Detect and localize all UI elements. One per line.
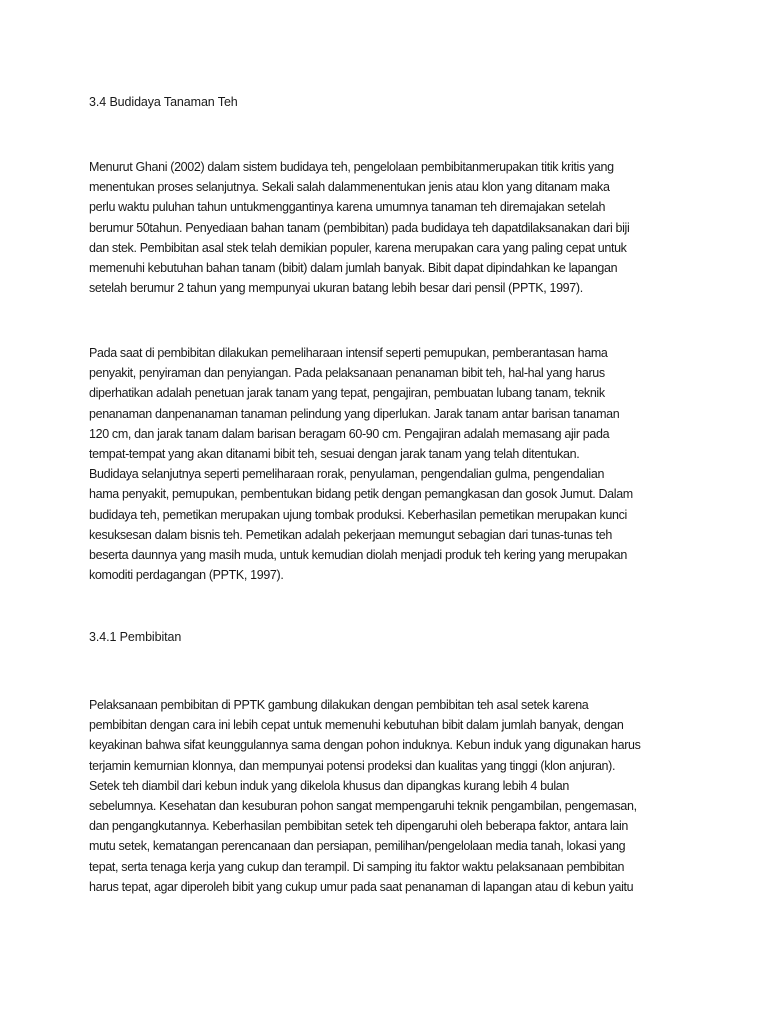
text-line: mutu setek, kematangan perencanaan dan persiapan, pemilihan/pengelolaan media tanah, lokasi yang — [89, 839, 626, 854]
text-line: penanaman danpenanaman tanaman pelindung yang diperlukan. Jarak tanam antar barisan tanaman — [89, 406, 620, 421]
text-line: komoditi perdagangan (PPTK, 1997). — [89, 568, 284, 583]
text-line: sebelumnya. Kesehatan dan kesuburan pohon sangat mempengaruhi teknik pengambilan, pengemasan, — [89, 799, 637, 814]
text-line: hama penyakit, pemupukan, pembentukan bidang petik dengan pemangkasan dan gosok Jumut. Dalam — [89, 487, 633, 502]
text-line: Menurut Ghani (2002) dalam sistem budidaya teh, pengelolaan pembibitanmerupakan titik kritis yang — [89, 160, 614, 174]
text-line: beserta daunnya yang masih muda, untuk kemudian diolah menjadi produk teh kering yang merupakan — [89, 548, 627, 563]
text-line: harus tepat, agar diperoleh bibit yang cukup umur pada saat penanaman di lapangan atau di kebun yaitu — [89, 879, 634, 894]
text-line: berumur 50tahun. Penyediaan bahan tanam (pembibitan) pada budidaya teh dapatdilaksanakan dari biji — [89, 220, 630, 235]
text-line: Pada saat di pembibitan dilakukan pemeliharaan intensif seperti pemupukan, pemberantasan hama — [89, 346, 608, 360]
text-line: perlu waktu puluhan tahun untukmenggantinya karena umumnya tanaman teh diremajakan setelah — [89, 200, 606, 215]
text-line: memenuhi kebutuhan bahan tanam (bibit) dalam jumlah banyak. Bibit dapat dipindahkan ke lapangan — [89, 261, 618, 276]
text-line: kesuksesan dalam bisnis teh. Pemetikan adalah pekerjaan memungut sebagian dari tunas-tunas teh — [89, 527, 612, 542]
text-line: terjamin kemurnian klonnya, dan mempunyai potensi prodeksi dan kualitas yang tinggi (klon anjuran). — [89, 758, 616, 773]
text-line: Budidaya selanjutnya seperti pemeliharaan rorak, penyulaman, pengendalian gulma, pengendalian — [89, 467, 605, 482]
paragraph-pemeliharaan — [89, 343, 685, 585]
text-line: pembibitan dengan cara ini lebih cepat untuk memenuhi kebutuhan bibit dalam jumlah banyak, dengan — [89, 718, 624, 733]
section-heading-3-4-1: 3.4.1 Pembibitan — [89, 630, 182, 644]
text-line: penyakit, penyiraman dan penyiangan. Pada pelaksanaan penanaman bibit teh, hal-hal yang harus — [89, 366, 605, 381]
text-line: 120 cm, dan jarak tanam dalam barisan beragam 60-90 cm. Pengajiran adalah memasang ajir pada — [89, 426, 610, 441]
text-line: tepat, serta tenaga kerja yang cukup dan terampil. Di samping itu faktor waktu pelaksanaan pembibitan — [89, 859, 625, 874]
text-line: diperhatikan adalah penetuan jarak tanam yang tepat, pengajiran, pembuatan lubang tanam, teknik — [89, 386, 605, 401]
text-line: Setek teh diambil dari kebun induk yang dikelola khusus dan dipangkas kurang lebih 4 bulan — [89, 778, 569, 793]
text-line: dan stek. Pembibitan asal stek telah demikian populer, karena merupakan cara yang paling cepat untuk — [89, 240, 627, 255]
text-line: setelah berumur 2 tahun yang mempunyai ukuran batang lebih besar dari pensil (PPTK, 1997). — [89, 281, 583, 296]
paragraph-pelaksanaan-pembibitan — [89, 695, 685, 897]
text-line: budidaya teh, pemetikan merupakan ujung tombak produksi. Keberhasilan pemetikan merupakan kunci — [89, 507, 627, 522]
text-line: Pelaksanaan pembibitan di PPTK gambung dilakukan dengan pembibitan teh asal setek karena — [89, 698, 589, 712]
section-heading-3-4: 3.4 Budidaya Tanaman Teh — [89, 95, 238, 109]
text-line: dan pengangkutannya. Keberhasilan pembibitan setek teh dipengaruhi oleh beberapa faktor, antara lain — [89, 819, 629, 834]
text-line: menentukan proses selanjutnya. Sekali salah dalammenentukan jenis atau klon yang ditanam maka — [89, 180, 610, 195]
paragraph-ghani — [89, 157, 685, 298]
text-line: keyakinan bahwa sifat keunggulannya sama dengan pohon induknya. Kebun induk yang digunakan harus — [89, 738, 641, 753]
text-line: tempat-tempat yang akan ditanami bibit teh, sesuai dengan jarak tanam yang telah ditentukan. — [89, 447, 580, 462]
